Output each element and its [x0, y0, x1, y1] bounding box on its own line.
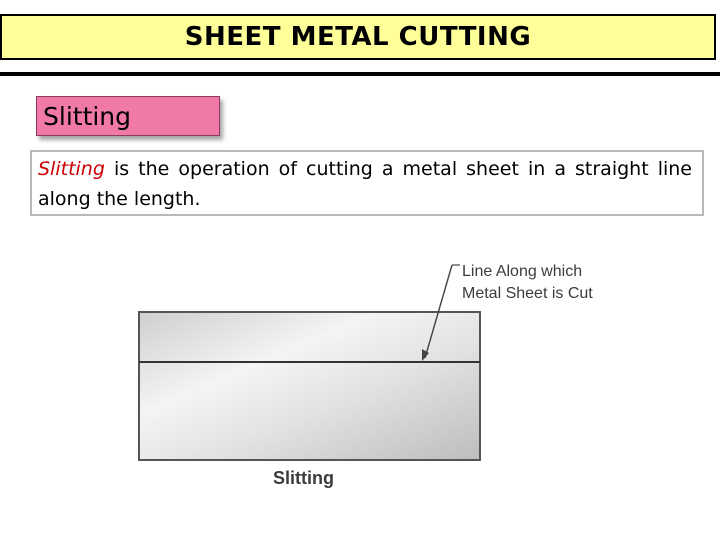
- title-divider: [0, 72, 720, 76]
- metal-sheet: [139, 312, 480, 460]
- subheading-label: Slitting: [43, 101, 132, 131]
- definition-box: [30, 150, 704, 216]
- title-banner: [0, 14, 716, 60]
- definition-paragraph: [38, 154, 692, 214]
- slitting-diagram: [130, 255, 630, 505]
- page-title: SHEET METAL CUTTING: [184, 22, 532, 52]
- definition-term: Slitting: [38, 158, 105, 180]
- annotation-line-2: Metal Sheet is Cut: [462, 285, 593, 302]
- annotation-line-1: Line Along which: [462, 263, 583, 280]
- definition-text: is the operation of cutting a metal sheet in a straight line along the length.: [38, 158, 692, 210]
- subheading-box: [36, 96, 220, 136]
- slitting-figure: [130, 255, 630, 505]
- figure-caption: Slitting: [273, 468, 334, 488]
